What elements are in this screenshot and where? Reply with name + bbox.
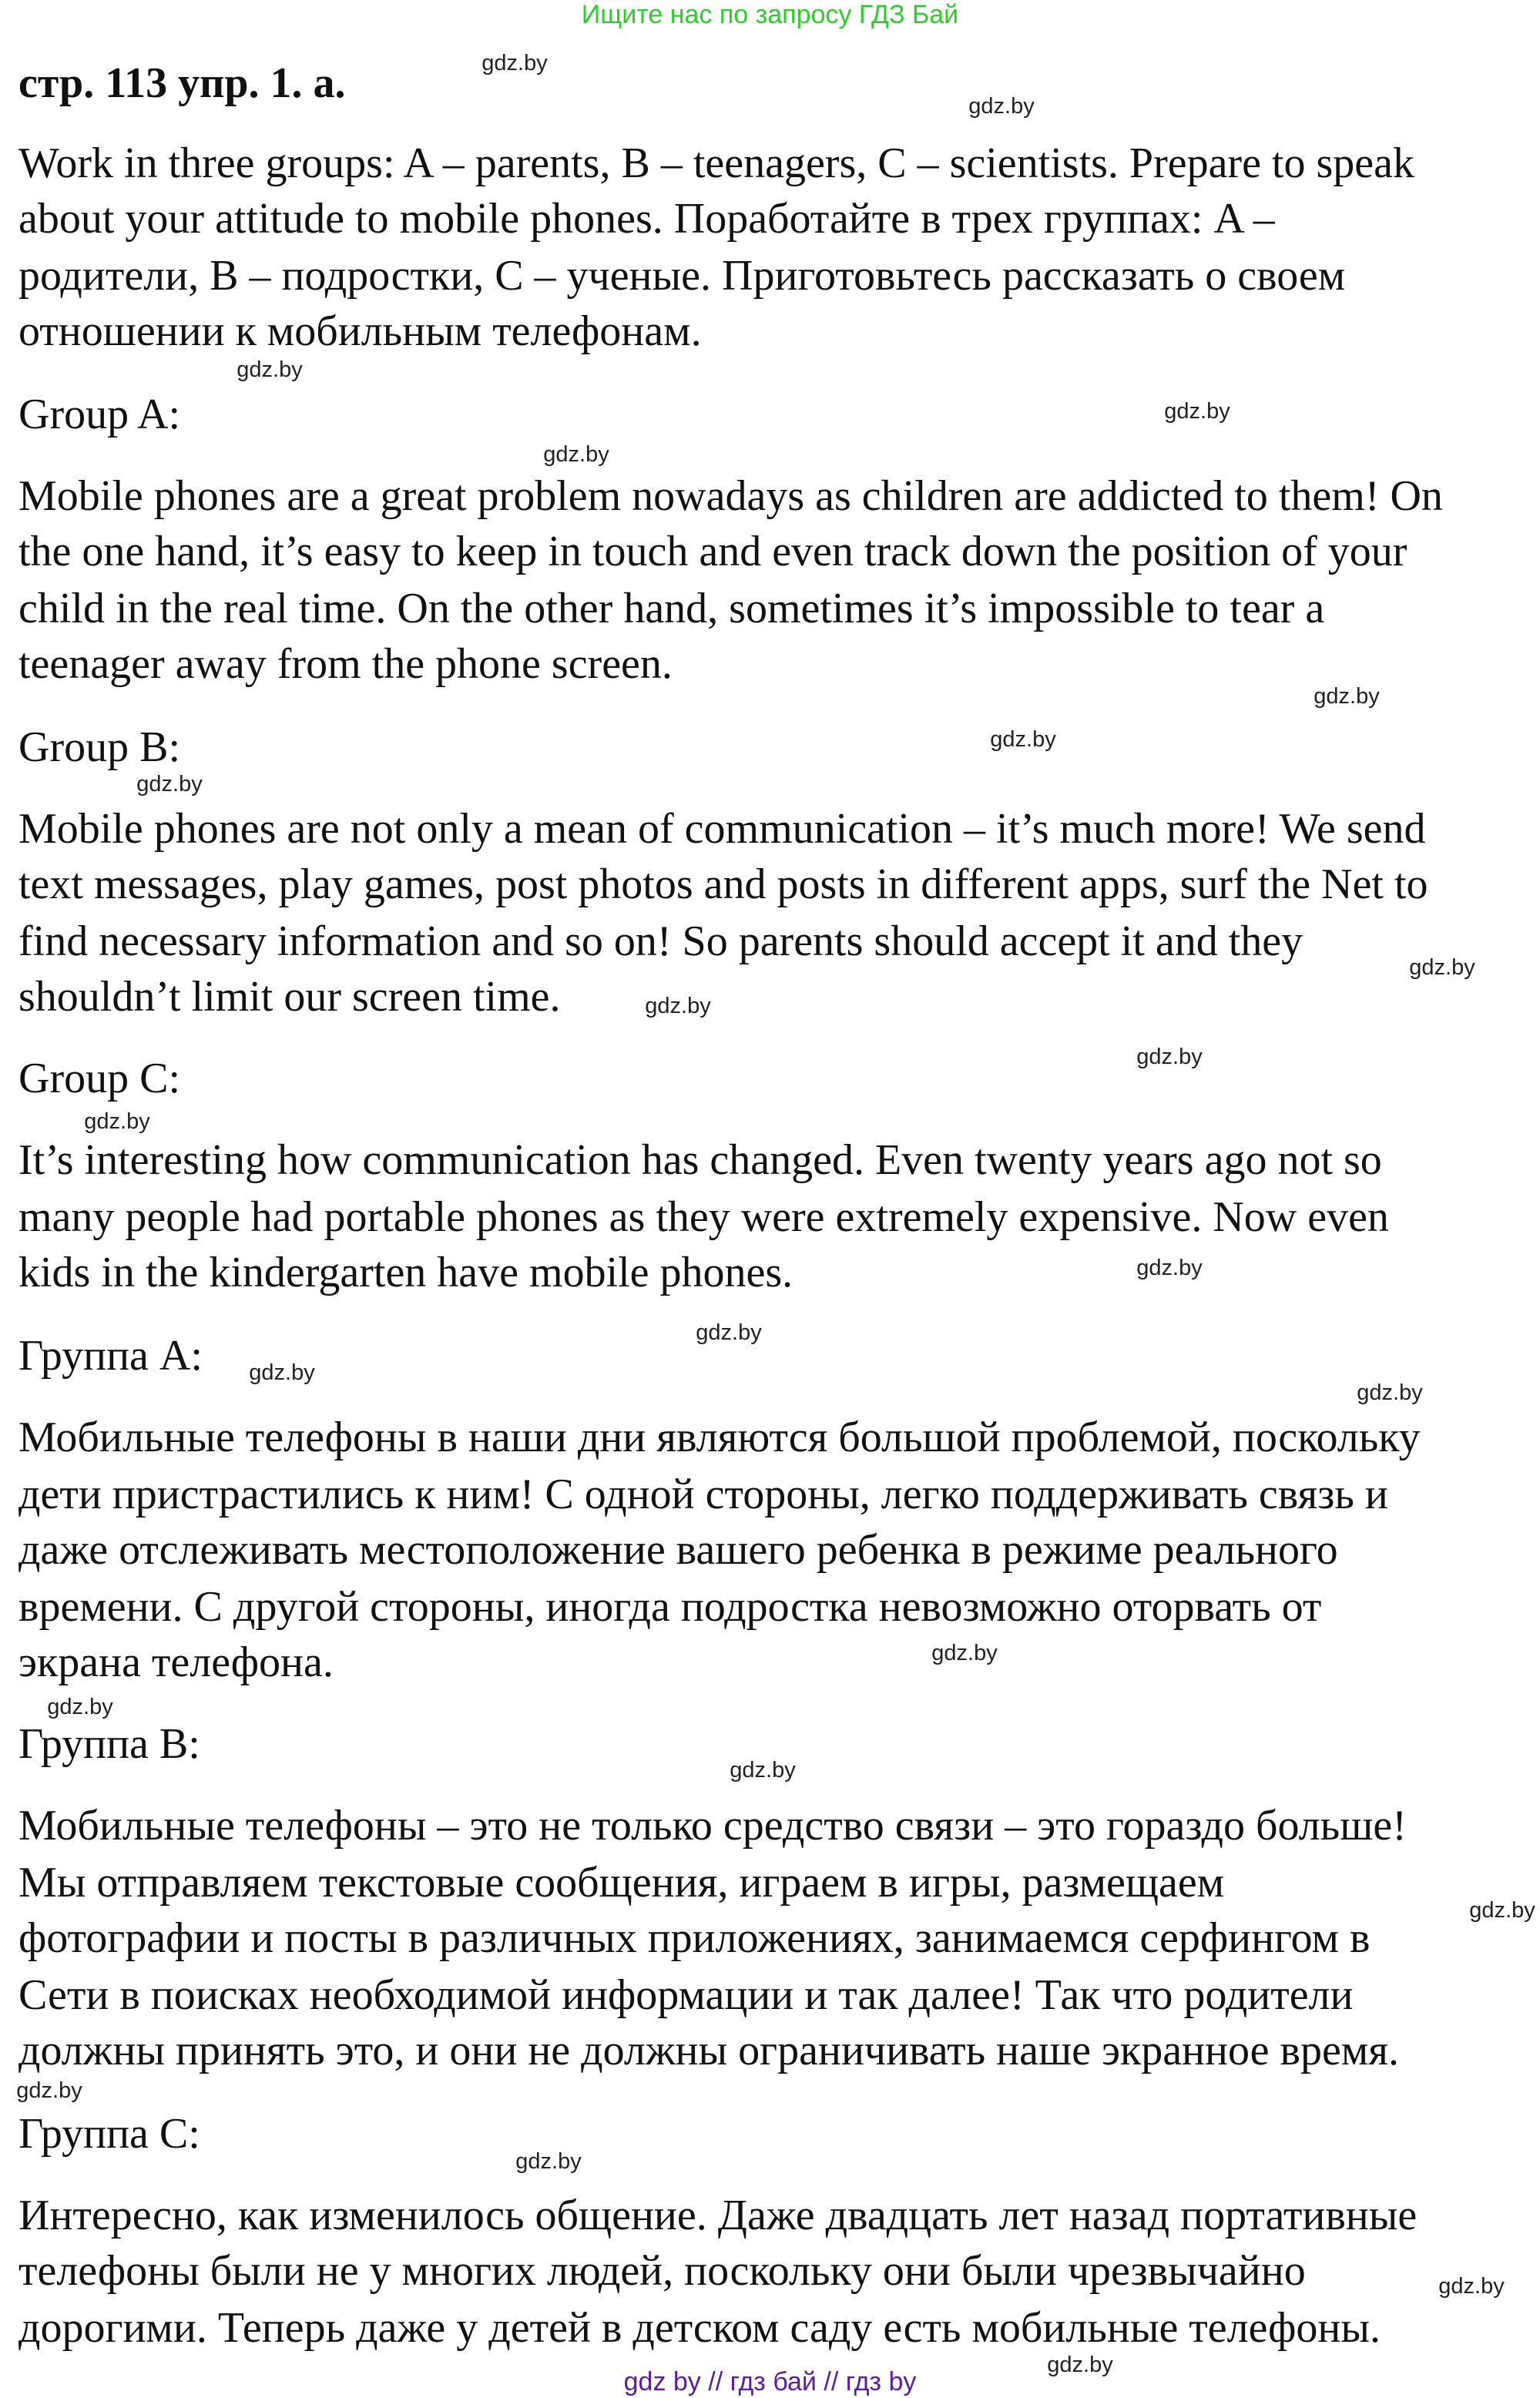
group-heading: Группа В:	[18, 1720, 200, 1768]
watermark-text: gdz.by	[515, 2149, 582, 2174]
text-line: отношении к мобильным телефонам.	[18, 307, 702, 355]
watermark-text: gdz.by	[1314, 684, 1380, 709]
text-line: shouldn’t limit our screen time.	[18, 973, 561, 1021]
watermark-text: gdz.by	[931, 1641, 998, 1665]
watermark-text: gdz.by	[968, 94, 1035, 119]
group-heading: Group C:	[18, 1055, 180, 1102]
watermark-text: gdz.by	[84, 1109, 150, 1134]
text-line: Work in three groups: A – parents, B – teenagers, C – scientists. Prepare to speak	[18, 139, 1414, 187]
text-line: Интересно, как изменилось общение. Даже двадцать лет назад портативные	[18, 2192, 1418, 2239]
watermark-text: gdz.by	[16, 2078, 82, 2103]
text-line: времени. С другой стороны, иногда подростка невозможно оторвать от	[18, 1583, 1322, 1631]
text-line: Сети в поисках необходимой информации и так далее! Так что родители	[18, 1971, 1354, 2019]
group-heading: Group A:	[18, 391, 180, 438]
text-line: Mobile phones are not only a mean of communication – it’s much more! We send	[18, 805, 1426, 853]
text-line: дети пристрастились к ним! С одной стороны, легко поддерживать связь и	[18, 1471, 1388, 1518]
group-heading: Group B:	[18, 723, 180, 771]
text-line: teenager away from the phone screen.	[18, 640, 673, 688]
text-line: about your attitude to mobile phones. Поработайте в трех группах: A –	[18, 195, 1275, 243]
text-line: It’s interesting how communication has changed. Even twenty years ago not so	[18, 1136, 1382, 1184]
watermark-text: gdz.by	[1136, 1045, 1203, 1069]
watermark-text: gdz.by	[730, 1758, 796, 1783]
footer-links[interactable]: gdz by // гдз бай // гдз by	[623, 2367, 917, 2396]
watermark-text: gdz.by	[543, 442, 609, 467]
group-heading: Группа А:	[18, 1332, 203, 1380]
text-line: должны принять это, и они не должны ограничивать наше экранное время.	[18, 2027, 1400, 2074]
page-title: стр. 113 упр. 1. а.	[18, 59, 346, 107]
watermark-text: gdz.by	[1136, 1256, 1203, 1280]
text-line: the one hand, it’s easy to keep in touch and even track down the position of your	[18, 528, 1407, 575]
text-line: Mobile phones are a great problem nowadays as children are addicted to them! On	[18, 472, 1443, 520]
watermark-text: gdz.by	[1469, 1898, 1535, 1923]
watermark-text: gdz.by	[136, 772, 203, 797]
text-line: text messages, play games, post photos and posts in different apps, surf the Net to	[18, 860, 1428, 908]
text-line: Мобильные телефоны – это не только средство связи – это гораздо больше!	[18, 1802, 1407, 1850]
text-line: find necessary information and so on! So parents should accept it and they	[18, 917, 1303, 965]
text-line: many people had portable phones as they were extremely expensive. Now even	[18, 1193, 1389, 1241]
watermark-text: gdz.by	[47, 1695, 113, 1719]
text-line: Мы отправляем текстовые сообщения, играем в игры, размещаем	[18, 1859, 1225, 1907]
group-heading: Группа С:	[18, 2110, 200, 2158]
watermark-text: gdz.by	[237, 357, 303, 382]
watermark-text: gdz.by	[1409, 955, 1475, 980]
text-line: child in the real time. On the other hand, sometimes it’s impossible to tear a	[18, 585, 1325, 632]
watermark-text: gdz.by	[1047, 2353, 1113, 2377]
watermark-text: gdz.by	[1438, 2274, 1505, 2299]
search-banner: Ищите нас по запросу ГДЗ Бай	[581, 0, 959, 29]
watermark-text: gdz.by	[990, 727, 1056, 752]
watermark-text: gdz.by	[645, 994, 711, 1018]
watermark-text: gdz.by	[696, 1320, 762, 1345]
text-line: фотографии и посты в различных приложениях, занимаемся серфингом в	[18, 1914, 1371, 1962]
watermark-text: gdz.by	[249, 1360, 315, 1385]
watermark-text: gdz.by	[481, 51, 548, 75]
text-line: экрана телефона.	[18, 1638, 334, 1686]
watermark-text: gdz.by	[1164, 399, 1230, 424]
text-line: kids in the kindergarten have mobile phones.	[18, 1249, 793, 1296]
text-line: даже отслеживать местоположение вашего ребенка в режиме реального	[18, 1526, 1338, 1574]
text-line: телефоны были не у многих людей, поскольку они были чрезвычайно	[18, 2247, 1306, 2295]
text-line: дорогими. Теперь даже у детей в детском саду есть мобильные телефоны.	[18, 2304, 1381, 2352]
watermark-text: gdz.by	[1357, 1380, 1423, 1405]
text-line: родители, B – подростки, C – ученые. Приготовьтесь рассказать о своем	[18, 252, 1346, 300]
text-line: Мобильные телефоны в наши дни являются большой проблемой, поскольку	[18, 1414, 1421, 1461]
